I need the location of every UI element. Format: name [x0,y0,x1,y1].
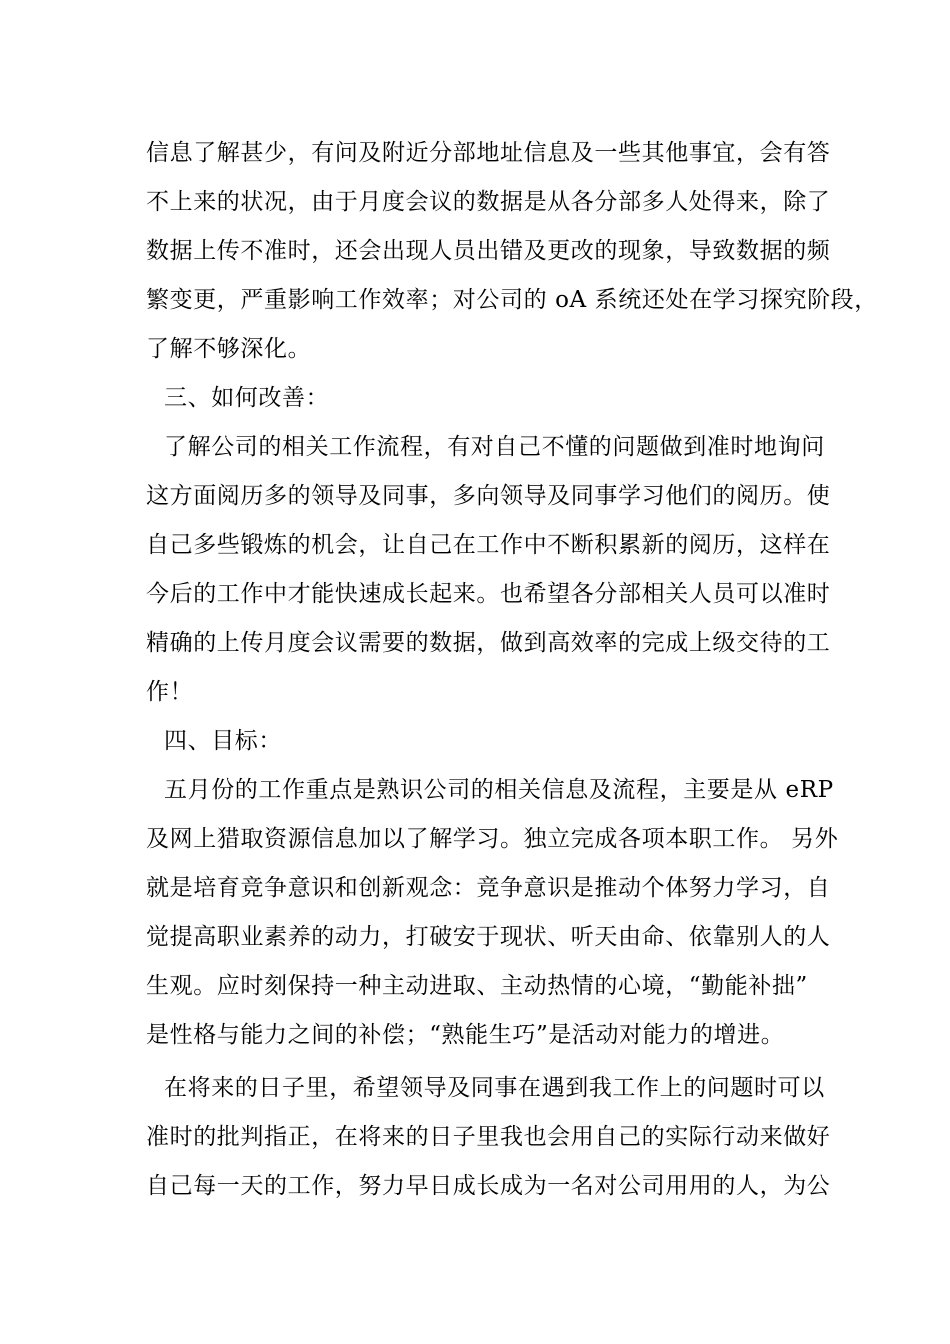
text-line: 觉提高职业素养的动力，打破安于现状、听天由命、依靠别人的人 [146,924,831,950]
text-line: 准时的批判指正，在将来的日子里我也会用自己的实际行动来做好 [146,1124,831,1150]
text-line: 自己每一天的工作，努力早日成长成为一名对公司用用的人，为公 [146,1173,831,1199]
text-line: 五月份的工作重点是熟识公司的相关信息及流程，主要是从 eRP [164,777,834,803]
text-line: 繁变更，严重影响工作效率；对公司的 oA 系统还处在学习探究阶段， [146,287,878,313]
text-line: 了解不够深化。 [146,336,312,362]
section-heading: 三、如何改善： [164,385,330,411]
text-line: 这方面阅历多的领导及同事，多向领导及同事学习他们的阅历。使 [146,483,831,509]
text-line: 就是培育竞争意识和创新观念：竞争意识是推动个体努力学习，自 [146,875,831,901]
text-line: 数据上传不准时，还会出现人员出错及更改的现象，导致数据的频 [146,238,831,264]
text-line: 不上来的状况，由于月度会议的数据是从各分部多人处得来，除了 [146,189,831,215]
text-line: 信息了解甚少，有问及附近分部地址信息及一些其他事宜，会有答 [146,140,831,166]
text-line: 作！ [146,679,194,705]
text-line: 了解公司的相关工作流程，有对自己不懂的问题做到准时地询问 [164,434,825,460]
text-line: 在将来的日子里，希望领导及同事在遇到我工作上的问题时可以 [164,1075,825,1101]
text-line: 今后的工作中才能快速成长起来。也希望各分部相关人员可以准时 [146,581,831,607]
text-line: 是性格与能力之间的补偿；“熟能生巧”是活动对能力的增进。 [146,1022,785,1048]
section-heading: 四、目标： [164,728,282,754]
text-line: 及网上猎取资源信息加以了解学习。独立完成各项本职工作。 另外 [146,826,839,852]
text-line: 精确的上传月度会议需要的数据，做到高效率的完成上级交待的工 [146,630,831,656]
text-line: 自己多些锻炼的机会，让自己在工作中不断积累新的阅历，这样在 [146,532,831,558]
text-line: 生观。应时刻保持一种主动进取、主动热情的心境，“勤能补拙” [146,973,808,999]
